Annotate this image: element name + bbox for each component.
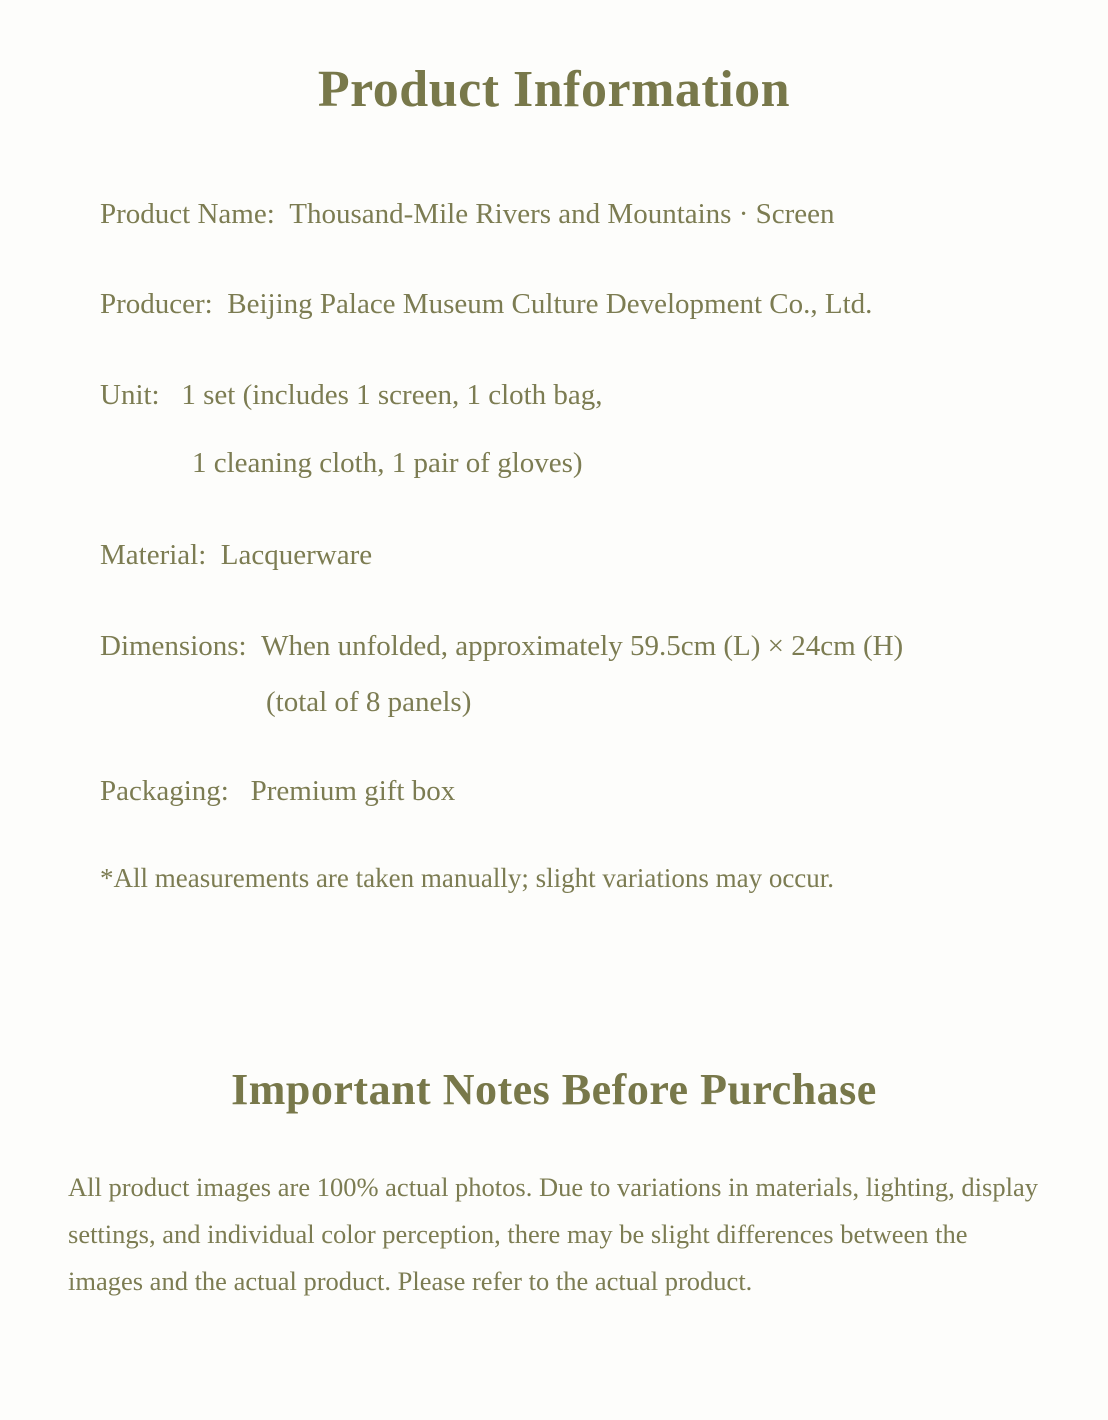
purchase-notes-heading: Important Notes Before Purchase [231,1065,877,1114]
packaging-value: Premium gift box [250,775,456,807]
product-name-value: Thousand-Mile Rivers and Mountains · Screen [289,198,835,230]
unit-row [100,377,603,413]
dimensions-value-line2: (total of 8 panels) [266,686,472,718]
producer-row [100,286,872,322]
product-information-heading: Product Information [317,61,791,118]
dimensions-label: Dimensions: [100,630,247,662]
measurement-footnote: *All measurements are taken manually; slight variations may occur. [100,863,835,893]
producer-label: Producer: [100,288,213,320]
packaging-row [100,773,455,809]
unit-value-line1: 1 set (includes 1 screen, 1 cloth bag, [181,379,603,411]
material-row [100,537,372,573]
product-name-label: Product Name: [100,198,275,230]
unit-label: Unit: [100,379,160,411]
dimensions-row [100,628,903,664]
dimensions-value-line1: When unfolded, approximately 59.5cm (L) × 24cm (H) [261,630,904,662]
product-name-row [100,196,835,232]
packaging-label: Packaging: [100,775,229,807]
unit-value-line2: 1 cleaning cloth, 1 pair of gloves) [192,447,583,479]
material-label: Material: [100,539,207,571]
producer-value: Beijing Palace Museum Culture Development Co., Ltd. [227,288,873,320]
material-value: Lacquerware [220,539,373,571]
purchase-notes-body: All product images are 100% actual photos. Due to variations in materials, lighting, display settings, and individual color perception, there may be slight differences between the images and the actual product. Please refer to the actual product. [68,1172,1038,1296]
